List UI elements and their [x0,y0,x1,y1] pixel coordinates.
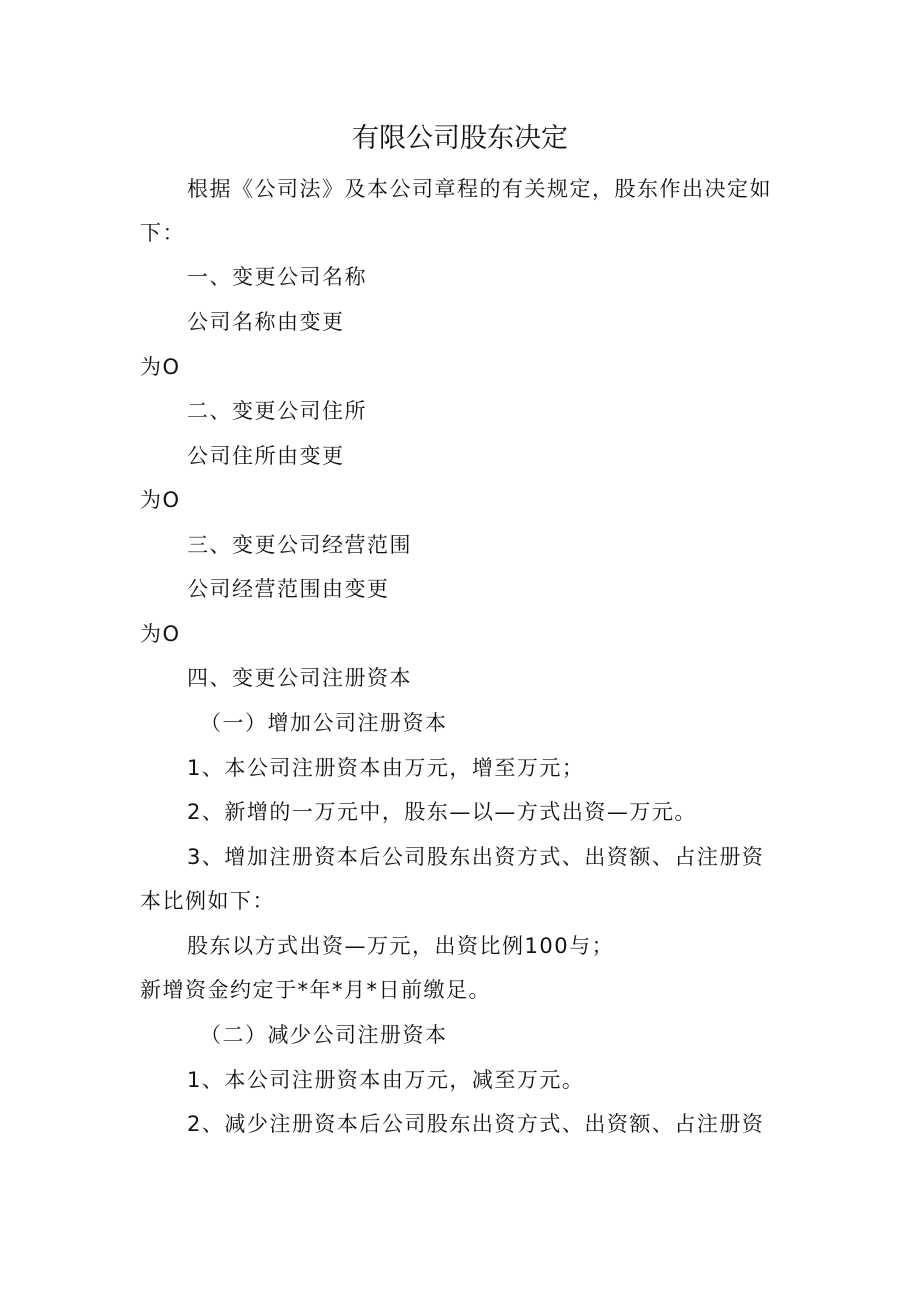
section-heading-2: 二、变更公司住所 [187,399,367,423]
paragraph-name-change: 公司名称由变更 [187,310,345,334]
paragraph-scope-change-cont: 为O [140,622,181,646]
subsection-heading-increase: （一）增加公司注册资本 [200,711,448,735]
paragraph-name-change-cont: 为O [140,355,181,379]
section-heading-3: 三、变更公司经营范围 [187,533,412,557]
item-increase-3: 3、增加注册资本后公司股东出资方式、出资额、占注册资 [187,845,765,869]
paragraph-contribution: 股东以方式出资—万元，出资比例100与； [187,934,615,958]
section-heading-4: 四、变更公司注册资本 [187,666,412,690]
paragraph-address-change: 公司住所由变更 [187,444,345,468]
item-increase-1: 1、本公司注册资本由万元，增至万元； [187,756,585,780]
document-title: 有限公司股东决定 [352,123,568,154]
subsection-heading-decrease: （二）减少公司注册资本 [200,1023,448,1047]
item-increase-2: 2、新增的一万元中，股东—以—方式出资—万元。 [187,800,697,824]
section-heading-1: 一、变更公司名称 [187,265,367,289]
item-decrease-2: 2、减少注册资本后公司股东出资方式、出资额、占注册资 [187,1112,765,1136]
paragraph-intro-cont: 下： [140,221,185,245]
paragraph-address-change-cont: 为O [140,488,181,512]
paragraph-intro: 根据《公司法》及本公司章程的有关规定，股东作出决定如 [187,177,772,201]
paragraph-payment-deadline: 新增资金约定于*年*月*日前缴足。 [140,978,491,1002]
item-decrease-1: 1、本公司注册资本由万元，减至万元。 [187,1068,585,1092]
item-increase-3-cont: 本比例如下： [140,889,275,913]
paragraph-scope-change: 公司经营范围由变更 [187,577,390,601]
